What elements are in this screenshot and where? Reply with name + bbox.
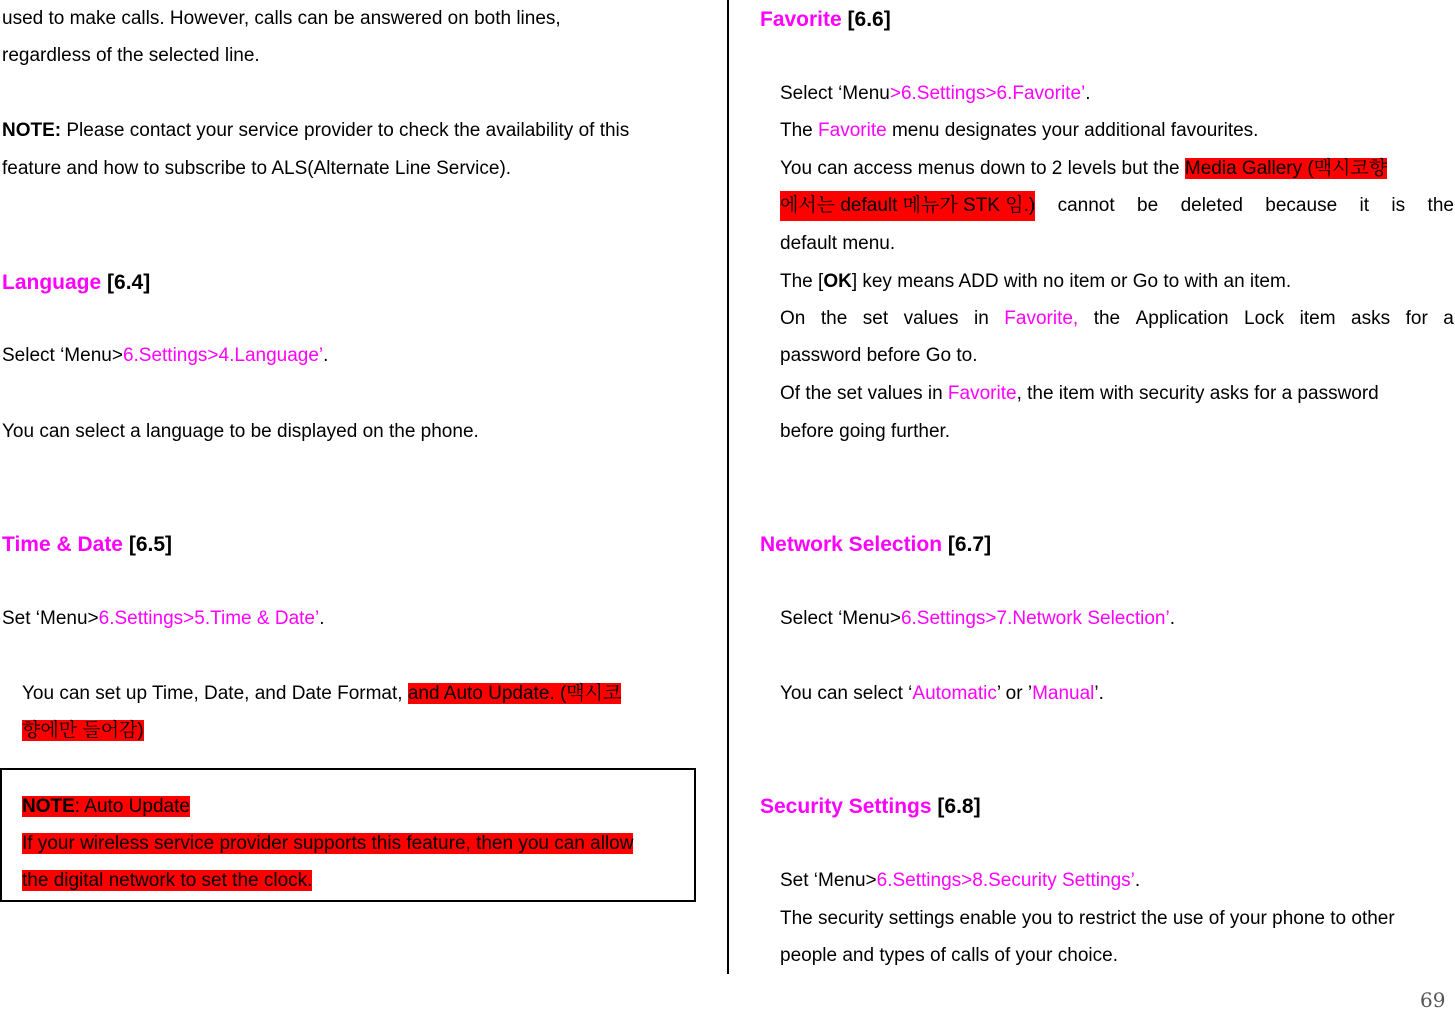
- menu-path-line: [780, 604, 1175, 634]
- text-run: ’.: [1094, 683, 1104, 704]
- body-text: [780, 116, 1258, 146]
- menu-prefix: Select ‘Menu: [780, 83, 890, 104]
- text-run: , the item with security asks for a password: [1016, 383, 1379, 404]
- favorite-term: Favorite,: [1004, 308, 1079, 329]
- word: Lock: [1244, 308, 1285, 329]
- menu-path: 6.Settings>7.Network Selection’: [900, 608, 1170, 629]
- page-number: 69: [1420, 988, 1446, 1012]
- note-title: [22, 792, 190, 822]
- heading-number: [6.7]: [942, 533, 992, 556]
- word: cannot: [1057, 195, 1115, 216]
- heading-number: [6.5]: [123, 533, 173, 556]
- section-heading-network: [760, 530, 991, 560]
- word: the: [820, 308, 848, 329]
- note-text: [22, 829, 633, 859]
- word: it: [1359, 195, 1370, 216]
- menu-suffix: .: [1134, 870, 1141, 891]
- text-run: ] key means ADD with no item or Go to with an item.: [851, 271, 1292, 292]
- highlighted-text: 에서는 default 메뉴가 STK 임.): [780, 191, 1035, 221]
- word: asks: [1351, 308, 1391, 329]
- body-text: people and types of calls of your choice.: [780, 945, 1118, 966]
- section-heading-time-date: [2, 530, 172, 560]
- menu-prefix: Set ‘Menu>: [2, 608, 99, 629]
- body-text: [780, 154, 1387, 184]
- text-run: You can access menus down to 2 levels but the: [780, 158, 1185, 179]
- menu-path: 6.Settings>5.Time & Date’: [98, 608, 320, 629]
- word: values: [903, 308, 959, 329]
- body-text: feature and how to subscribe to ALS(Alternate Line Service).: [2, 158, 512, 179]
- word: Application: [1135, 308, 1229, 329]
- text-run: You can select ‘: [780, 683, 913, 704]
- favorite-term: Favorite: [947, 383, 1017, 404]
- highlighted-text: If your wireless service provider supports this feature, then you can allow: [22, 833, 634, 854]
- word: On: [780, 308, 806, 329]
- menu-prefix: Select ‘Menu>: [780, 608, 901, 629]
- word: be: [1137, 195, 1159, 216]
- word: item: [1299, 308, 1336, 329]
- heading-number: [6.8]: [931, 795, 981, 818]
- body-text: password before Go to.: [780, 345, 978, 366]
- body-text: [22, 679, 621, 709]
- option-automatic: Automatic: [912, 683, 997, 704]
- body-text: [22, 716, 144, 746]
- highlighted-text: and Auto Update. (맥시코: [407, 683, 622, 704]
- menu-path: 6.Settings>4.Language’: [122, 345, 324, 366]
- body-text: The security settings enable you to restrict the use of your phone to other: [780, 908, 1395, 929]
- menu-suffix: .: [1085, 83, 1091, 104]
- word: in: [974, 308, 989, 329]
- menu-path-line: [780, 866, 1140, 896]
- word: is: [1391, 195, 1406, 216]
- word: the: [1427, 195, 1454, 216]
- body-text: [780, 267, 1291, 297]
- body-text: You can select a language to be displayed on the phone.: [2, 421, 479, 442]
- text-run: menu designates your additional favourites.: [886, 120, 1259, 141]
- heading-title: Security Settings: [760, 795, 932, 818]
- ok-key-label: OK: [823, 271, 852, 292]
- text-run: The [: [780, 271, 824, 292]
- heading-number: [6.4]: [101, 271, 151, 294]
- menu-path-line: [2, 341, 328, 371]
- menu-suffix: .: [323, 345, 329, 366]
- heading-title: Favorite: [760, 8, 842, 31]
- text-run: You can set up Time, Date, and Date Format,: [22, 683, 408, 704]
- body-text: before going further.: [780, 421, 951, 442]
- section-heading-language: [2, 268, 150, 298]
- body-text: used to make calls. However, calls can be answered on both lines,: [2, 8, 561, 29]
- note-paragraph: [2, 116, 629, 146]
- word: set: [862, 308, 889, 329]
- body-text: regardless of the selected line.: [2, 45, 260, 66]
- section-heading-security: [760, 792, 981, 822]
- heading-title: Time & Date: [2, 533, 123, 556]
- column-divider: [727, 0, 729, 974]
- heading-title: Network Selection: [760, 533, 943, 556]
- menu-suffix: .: [319, 608, 325, 629]
- heading-number: [6.6]: [841, 8, 891, 31]
- word: the: [1093, 308, 1121, 329]
- highlighted-text: Media Gallery (맥시코향: [1184, 158, 1388, 179]
- menu-path: 6.Settings>8.Security Settings’: [876, 870, 1135, 891]
- menu-path-line: [780, 79, 1091, 109]
- note-text: [22, 866, 312, 896]
- word: deleted: [1180, 195, 1243, 216]
- note-title-text: : Auto Update: [74, 796, 190, 817]
- highlighted-text: 향에만 들어감): [22, 720, 144, 741]
- word: a: [1443, 308, 1454, 329]
- menu-suffix: .: [1169, 608, 1176, 629]
- text-run: Of the set values in: [780, 383, 948, 404]
- text-run: The: [780, 120, 819, 141]
- section-heading-favorite: [760, 5, 891, 35]
- word: for: [1405, 308, 1428, 329]
- note-label: NOTE: [22, 796, 75, 817]
- body-text-justified: [780, 304, 1454, 334]
- body-text: [780, 679, 1104, 709]
- note-text: Please contact your service provider to check the availability of this: [61, 120, 630, 141]
- note-label: NOTE:: [2, 120, 62, 141]
- favorite-term: Favorite: [818, 120, 887, 141]
- text-run: ’ or ’: [996, 683, 1033, 704]
- body-text: [780, 379, 1379, 409]
- body-text-justified: [780, 191, 1454, 221]
- option-manual: Manual: [1032, 683, 1095, 704]
- menu-path: >6.Settings>6.Favorite’: [889, 83, 1086, 104]
- menu-path-line: [2, 604, 324, 634]
- highlighted-text: the digital network to set the clock.: [22, 870, 313, 891]
- word: because: [1265, 195, 1338, 216]
- menu-prefix: Set ‘Menu>: [780, 870, 877, 891]
- menu-prefix: Select ‘Menu>: [2, 345, 123, 366]
- heading-title: Language: [2, 271, 102, 294]
- body-text: default menu.: [780, 233, 896, 254]
